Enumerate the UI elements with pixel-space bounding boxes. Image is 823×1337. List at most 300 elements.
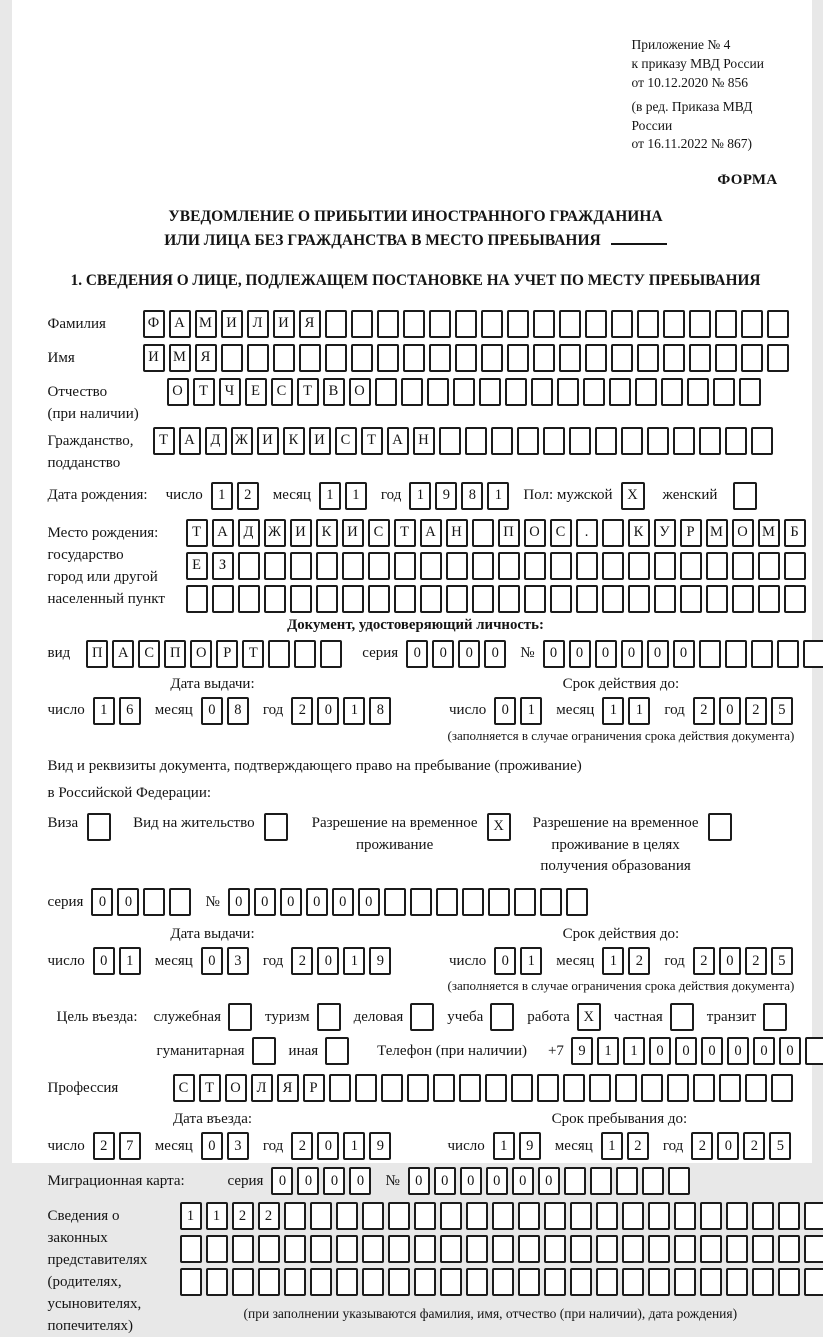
char-cell[interactable]: 0 [280,888,302,916]
char-cell[interactable] [583,378,605,406]
char-cell[interactable]: 0 [317,697,339,725]
char-cell[interactable] [362,1268,384,1296]
char-cell[interactable] [212,585,234,613]
char-cell[interactable] [355,1074,377,1102]
char-cell[interactable] [778,1268,800,1296]
char-cell[interactable] [481,344,503,372]
char-cell[interactable]: 0 [673,640,695,668]
char-cell[interactable] [674,1268,696,1296]
char-cell[interactable] [440,1268,462,1296]
char-cell[interactable] [290,552,312,580]
char-cell[interactable] [595,427,617,455]
char-cell[interactable] [566,888,588,916]
char-cell[interactable] [342,552,364,580]
char-cell[interactable]: И [257,427,279,455]
char-cell[interactable] [663,344,685,372]
char-cell[interactable]: 0 [323,1167,345,1195]
char-cell[interactable]: 8 [369,697,391,725]
char-cell[interactable] [663,310,685,338]
char-cell[interactable]: Ч [219,378,241,406]
char-cell[interactable] [637,344,659,372]
char-cell[interactable] [524,585,546,613]
char-cell[interactable] [654,585,676,613]
char-cell[interactable] [804,1235,823,1263]
char-cell[interactable]: 0 [254,888,276,916]
char-cell[interactable]: О [732,519,754,547]
char-cell[interactable]: А [179,427,201,455]
char-cell[interactable] [564,1167,586,1195]
char-cell[interactable] [804,1202,823,1230]
char-cell[interactable] [537,1074,559,1102]
char-cell[interactable] [238,585,260,613]
char-cell[interactable] [602,585,624,613]
char-cell[interactable] [479,378,501,406]
char-cell[interactable]: . [576,519,598,547]
female-checkbox[interactable] [733,482,757,510]
char-cell[interactable] [446,585,468,613]
char-cell[interactable] [436,888,458,916]
char-cell[interactable]: Т [361,427,383,455]
char-cell[interactable] [642,1167,664,1195]
char-cell[interactable] [264,585,286,613]
char-cell[interactable]: Т [186,519,208,547]
char-cell[interactable] [531,378,553,406]
char-cell[interactable]: 1 [211,482,233,510]
char-cell[interactable]: 2 [258,1202,280,1230]
char-cell[interactable] [784,585,806,613]
char-cell[interactable] [741,310,763,338]
char-cell[interactable] [401,378,423,406]
char-cell[interactable]: 0 [675,1037,697,1065]
char-cell[interactable] [518,1235,540,1263]
char-cell[interactable]: О [225,1074,247,1102]
char-cell[interactable]: А [420,519,442,547]
char-cell[interactable] [429,310,451,338]
char-cell[interactable] [440,1202,462,1230]
char-cell[interactable] [689,344,711,372]
char-cell[interactable] [726,1202,748,1230]
char-cell[interactable]: 1 [180,1202,202,1230]
char-cell[interactable] [700,1202,722,1230]
char-cell[interactable] [517,427,539,455]
char-cell[interactable] [726,1235,748,1263]
char-cell[interactable] [336,1268,358,1296]
char-cell[interactable] [388,1235,410,1263]
char-cell[interactable] [459,1074,481,1102]
char-cell[interactable]: Д [205,427,227,455]
char-cell[interactable] [498,552,520,580]
char-cell[interactable]: О [167,378,189,406]
char-cell[interactable] [589,1074,611,1102]
char-cell[interactable] [362,1202,384,1230]
char-cell[interactable]: Т [153,427,175,455]
char-cell[interactable]: 2 [628,947,650,975]
char-cell[interactable] [384,888,406,916]
char-cell[interactable]: О [349,378,371,406]
char-cell[interactable]: Б [784,519,806,547]
char-cell[interactable] [180,1235,202,1263]
char-cell[interactable] [739,378,761,406]
char-cell[interactable] [804,1268,823,1296]
char-cell[interactable] [543,427,565,455]
purpose-work-checkbox[interactable]: X [577,1003,601,1031]
char-cell[interactable]: 0 [93,947,115,975]
char-cell[interactable] [394,552,416,580]
char-cell[interactable] [420,552,442,580]
purpose-private-checkbox[interactable] [670,1003,694,1031]
char-cell[interactable]: 0 [117,888,139,916]
char-cell[interactable] [492,1202,514,1230]
purpose-other-checkbox[interactable] [325,1037,349,1065]
char-cell[interactable]: 0 [484,640,506,668]
char-cell[interactable]: 2 [291,947,313,975]
char-cell[interactable]: 0 [406,640,428,668]
char-cell[interactable]: Р [303,1074,325,1102]
char-cell[interactable]: Р [680,519,702,547]
char-cell[interactable] [680,585,702,613]
char-cell[interactable] [481,310,503,338]
char-cell[interactable] [570,1268,592,1296]
char-cell[interactable]: О [524,519,546,547]
char-cell[interactable]: 1 [343,947,365,975]
char-cell[interactable] [336,1202,358,1230]
char-cell[interactable]: 2 [693,947,715,975]
char-cell[interactable]: Ж [231,427,253,455]
char-cell[interactable]: 8 [227,697,249,725]
char-cell[interactable] [329,1074,351,1102]
char-cell[interactable] [325,344,347,372]
char-cell[interactable]: Я [299,310,321,338]
char-cell[interactable]: С [138,640,160,668]
char-cell[interactable]: 2 [237,482,259,510]
char-cell[interactable]: И [342,519,364,547]
char-cell[interactable] [585,310,607,338]
char-cell[interactable] [637,310,659,338]
char-cell[interactable]: 0 [228,888,250,916]
char-cell[interactable] [635,378,657,406]
char-cell[interactable]: Р [216,640,238,668]
purpose-tourism-checkbox[interactable] [317,1003,341,1031]
char-cell[interactable]: 1 [602,947,624,975]
char-cell[interactable] [569,427,591,455]
char-cell[interactable] [336,1235,358,1263]
char-cell[interactable]: Ж [264,519,286,547]
char-cell[interactable] [446,552,468,580]
char-cell[interactable]: Н [413,427,435,455]
char-cell[interactable]: 2 [743,1132,765,1160]
char-cell[interactable] [403,344,425,372]
char-cell[interactable]: 1 [520,947,542,975]
char-cell[interactable]: 1 [601,1132,623,1160]
char-cell[interactable] [439,427,461,455]
char-cell[interactable] [673,427,695,455]
char-cell[interactable] [596,1202,618,1230]
char-cell[interactable] [232,1235,254,1263]
char-cell[interactable] [284,1235,306,1263]
char-cell[interactable]: 1 [206,1202,228,1230]
char-cell[interactable]: 1 [623,1037,645,1065]
char-cell[interactable]: 0 [717,1132,739,1160]
char-cell[interactable]: 2 [291,697,313,725]
char-cell[interactable] [648,1202,670,1230]
char-cell[interactable]: 3 [227,947,249,975]
char-cell[interactable] [559,310,581,338]
char-cell[interactable] [778,1235,800,1263]
char-cell[interactable] [715,344,737,372]
char-cell[interactable] [498,585,520,613]
char-cell[interactable] [514,888,536,916]
temp-residence-checkbox[interactable]: X [487,813,511,841]
char-cell[interactable] [505,378,527,406]
char-cell[interactable] [725,640,747,668]
char-cell[interactable] [206,1268,228,1296]
char-cell[interactable]: 3 [227,1132,249,1160]
char-cell[interactable] [377,344,399,372]
char-cell[interactable]: У [654,519,676,547]
char-cell[interactable] [169,888,191,916]
char-cell[interactable] [414,1235,436,1263]
char-cell[interactable]: 0 [408,1167,430,1195]
char-cell[interactable] [294,640,316,668]
char-cell[interactable] [316,585,338,613]
char-cell[interactable]: 0 [458,640,480,668]
char-cell[interactable] [611,310,633,338]
char-cell[interactable]: 9 [571,1037,593,1065]
char-cell[interactable]: Т [193,378,215,406]
char-cell[interactable] [557,378,579,406]
char-cell[interactable] [550,552,572,580]
char-cell[interactable] [299,344,321,372]
char-cell[interactable]: П [498,519,520,547]
char-cell[interactable] [767,310,789,338]
char-cell[interactable]: М [169,344,191,372]
char-cell[interactable] [602,552,624,580]
char-cell[interactable]: Е [245,378,267,406]
char-cell[interactable]: П [86,640,108,668]
char-cell[interactable]: 0 [460,1167,482,1195]
char-cell[interactable] [518,1268,540,1296]
char-cell[interactable] [745,1074,767,1102]
char-cell[interactable] [316,552,338,580]
char-cell[interactable] [310,1235,332,1263]
char-cell[interactable]: 6 [119,697,141,725]
char-cell[interactable] [258,1268,280,1296]
char-cell[interactable] [641,1074,663,1102]
char-cell[interactable] [453,378,475,406]
char-cell[interactable] [715,310,737,338]
char-cell[interactable] [628,585,650,613]
char-cell[interactable] [706,552,728,580]
char-cell[interactable]: 0 [91,888,113,916]
char-cell[interactable] [661,378,683,406]
char-cell[interactable] [533,310,555,338]
char-cell[interactable]: 5 [769,1132,791,1160]
char-cell[interactable]: Е [186,552,208,580]
char-cell[interactable] [310,1268,332,1296]
char-cell[interactable] [771,1074,793,1102]
char-cell[interactable]: 0 [271,1167,293,1195]
char-cell[interactable] [403,310,425,338]
char-cell[interactable] [310,1202,332,1230]
char-cell[interactable]: 0 [647,640,669,668]
char-cell[interactable]: 2 [627,1132,649,1160]
char-cell[interactable]: 1 [602,697,624,725]
char-cell[interactable]: В [323,378,345,406]
char-cell[interactable] [533,344,555,372]
char-cell[interactable]: 9 [369,947,391,975]
char-cell[interactable]: 0 [649,1037,671,1065]
char-cell[interactable]: М [706,519,728,547]
char-cell[interactable] [472,585,494,613]
char-cell[interactable]: П [164,640,186,668]
char-cell[interactable] [616,1167,638,1195]
char-cell[interactable]: С [271,378,293,406]
char-cell[interactable] [540,888,562,916]
char-cell[interactable]: К [316,519,338,547]
char-cell[interactable] [758,585,780,613]
char-cell[interactable] [803,640,823,668]
char-cell[interactable] [433,1074,455,1102]
char-cell[interactable] [440,1235,462,1263]
char-cell[interactable]: 0 [538,1167,560,1195]
char-cell[interactable] [700,1235,722,1263]
char-cell[interactable]: 7 [119,1132,141,1160]
char-cell[interactable]: 2 [691,1132,713,1160]
char-cell[interactable] [563,1074,585,1102]
char-cell[interactable] [706,585,728,613]
char-cell[interactable] [206,1235,228,1263]
char-cell[interactable] [368,552,390,580]
char-cell[interactable] [232,1268,254,1296]
char-cell[interactable]: 1 [119,947,141,975]
char-cell[interactable] [725,427,747,455]
char-cell[interactable] [472,519,494,547]
char-cell[interactable]: 5 [771,947,793,975]
char-cell[interactable]: 0 [753,1037,775,1065]
char-cell[interactable] [667,1074,689,1102]
char-cell[interactable] [615,1074,637,1102]
char-cell[interactable] [465,427,487,455]
char-cell[interactable] [488,888,510,916]
char-cell[interactable] [466,1235,488,1263]
char-cell[interactable]: 0 [332,888,354,916]
char-cell[interactable] [719,1074,741,1102]
char-cell[interactable]: 0 [543,640,565,668]
char-cell[interactable] [290,585,312,613]
char-cell[interactable]: Д [238,519,260,547]
char-cell[interactable] [611,344,633,372]
char-cell[interactable]: С [335,427,357,455]
char-cell[interactable]: 1 [319,482,341,510]
char-cell[interactable]: 0 [512,1167,534,1195]
char-cell[interactable] [699,427,721,455]
char-cell[interactable] [732,585,754,613]
char-cell[interactable] [622,1268,644,1296]
char-cell[interactable] [596,1268,618,1296]
char-cell[interactable] [518,1202,540,1230]
char-cell[interactable] [258,1235,280,1263]
char-cell[interactable] [284,1202,306,1230]
char-cell[interactable]: 0 [701,1037,723,1065]
char-cell[interactable] [609,378,631,406]
temp-residence-education-checkbox[interactable] [708,813,732,841]
char-cell[interactable] [420,585,442,613]
char-cell[interactable]: С [173,1074,195,1102]
purpose-study-checkbox[interactable] [490,1003,514,1031]
char-cell[interactable] [654,552,676,580]
char-cell[interactable] [492,1268,514,1296]
char-cell[interactable] [700,1268,722,1296]
char-cell[interactable]: А [169,310,191,338]
char-cell[interactable] [325,310,347,338]
char-cell[interactable]: 0 [349,1167,371,1195]
char-cell[interactable]: 1 [343,1132,365,1160]
char-cell[interactable]: 1 [493,1132,515,1160]
char-cell[interactable]: 1 [628,697,650,725]
char-cell[interactable]: И [309,427,331,455]
char-cell[interactable]: 9 [435,482,457,510]
char-cell[interactable] [492,1235,514,1263]
char-cell[interactable] [455,310,477,338]
char-cell[interactable] [590,1167,612,1195]
char-cell[interactable] [752,1268,774,1296]
char-cell[interactable] [507,344,529,372]
char-cell[interactable] [511,1074,533,1102]
char-cell[interactable]: 0 [201,947,223,975]
char-cell[interactable]: 1 [597,1037,619,1065]
char-cell[interactable]: И [221,310,243,338]
char-cell[interactable] [238,552,260,580]
char-cell[interactable] [273,344,295,372]
char-cell[interactable]: 0 [201,697,223,725]
char-cell[interactable] [268,640,290,668]
char-cell[interactable]: О [190,640,212,668]
char-cell[interactable] [576,552,598,580]
char-cell[interactable] [805,1037,823,1065]
char-cell[interactable]: 5 [771,697,793,725]
char-cell[interactable] [414,1268,436,1296]
char-cell[interactable] [466,1202,488,1230]
char-cell[interactable]: 0 [358,888,380,916]
char-cell[interactable] [455,344,477,372]
char-cell[interactable]: 0 [494,697,516,725]
char-cell[interactable] [466,1268,488,1296]
char-cell[interactable]: 0 [727,1037,749,1065]
char-cell[interactable] [576,585,598,613]
char-cell[interactable]: Т [242,640,264,668]
char-cell[interactable] [699,640,721,668]
char-cell[interactable] [377,310,399,338]
char-cell[interactable] [751,640,773,668]
char-cell[interactable] [602,519,624,547]
char-cell[interactable] [342,585,364,613]
char-cell[interactable]: Т [394,519,416,547]
char-cell[interactable]: З [212,552,234,580]
char-cell[interactable]: 2 [745,947,767,975]
char-cell[interactable] [550,585,572,613]
char-cell[interactable] [544,1235,566,1263]
char-cell[interactable] [758,552,780,580]
char-cell[interactable] [570,1202,592,1230]
char-cell[interactable] [596,1235,618,1263]
purpose-business-checkbox[interactable] [410,1003,434,1031]
char-cell[interactable]: И [143,344,165,372]
char-cell[interactable]: Л [247,310,269,338]
char-cell[interactable] [362,1235,384,1263]
char-cell[interactable]: Я [277,1074,299,1102]
char-cell[interactable]: 0 [494,947,516,975]
visa-checkbox[interactable] [87,813,111,841]
